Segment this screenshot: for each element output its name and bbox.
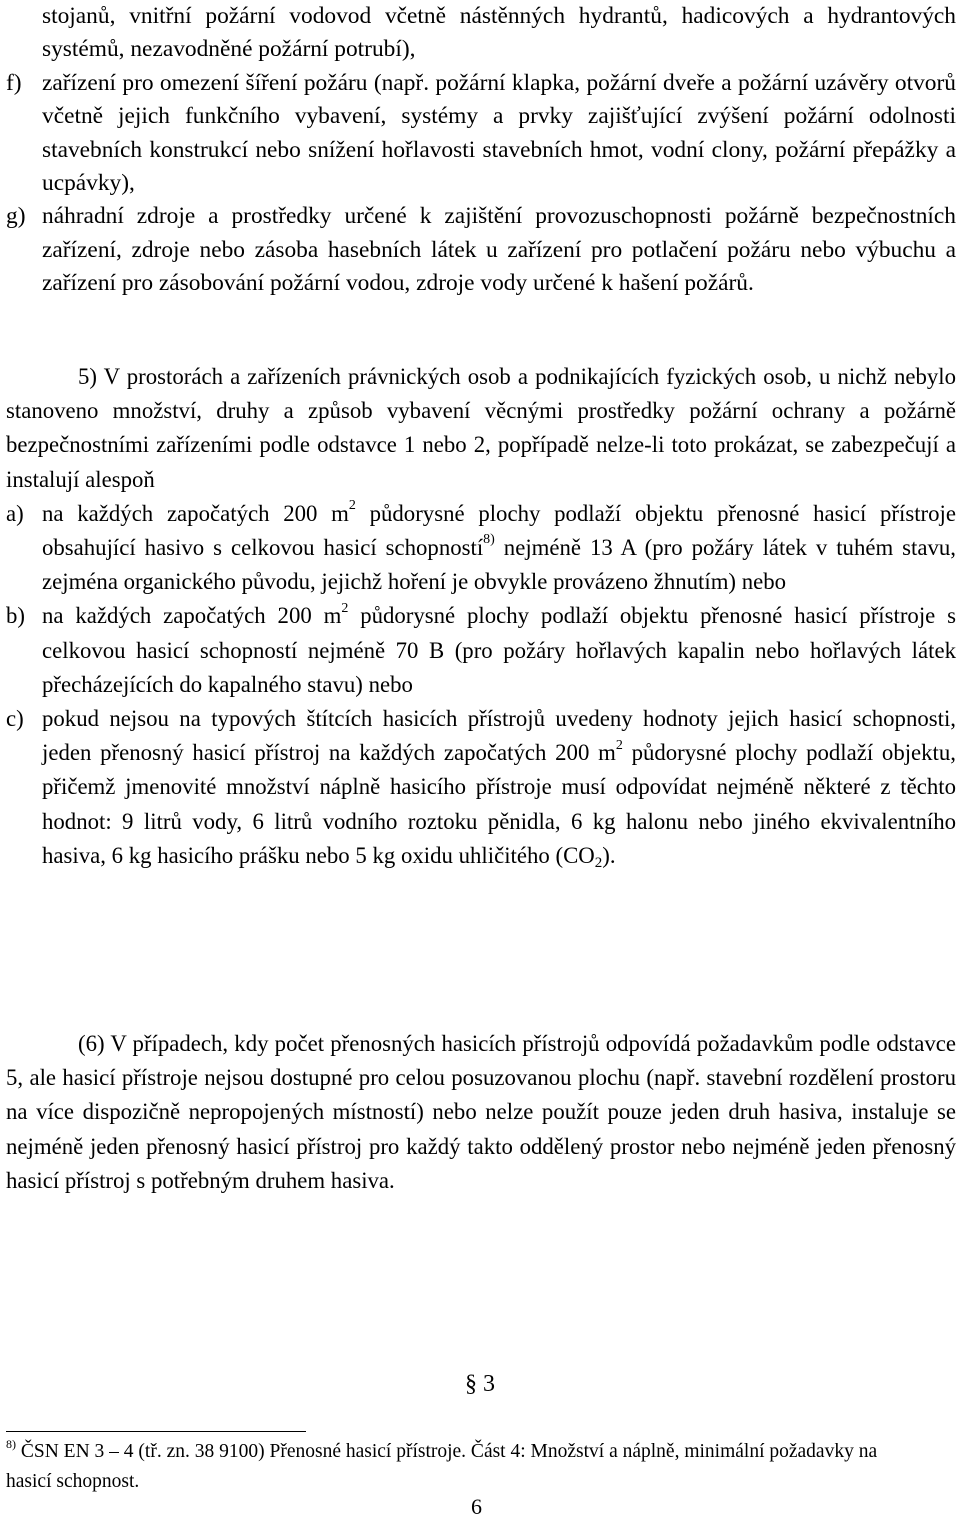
list-item-g bbox=[6, 200, 956, 300]
list-item-label: b) bbox=[6, 603, 25, 629]
footnote-text: ČSN EN 3 – 4 (tř. zn. 38 9100) Přenosné hasicí přístroje. Část 4: Množství a náplně, minimální požadavky na hasicí schopnost. bbox=[6, 1441, 878, 1492]
page-number: 6 bbox=[471, 1494, 482, 1519]
subscript: 2 bbox=[594, 854, 603, 871]
section-number: § 3 bbox=[465, 1371, 495, 1397]
list-item-text: zařízení pro omezení šíření požáru (např. požární klapka, požární dveře a požární uzávěry otvorů včetně jejich funkčního vybavení, systémy a prvky zajišťující zvýšení požární odolnosti stavebních konstrukcí nebo snížení hořlavosti stavebních hmot, vodní clony, požární přepážky a ucpávky), bbox=[42, 69, 956, 197]
list-item-b bbox=[6, 599, 956, 702]
paragraph-5-intro: 5) V prostorách a zařízeních právnických osob a podnikajících fyzických osob, u nichž nebylo stanoveno množství, druhy a způsob vybavení věcnými prostředky požární ochrany a požárně bezpečnostními zařízeními podle odstavce 1 nebo 2, popřípadě nelze-li toto prokázat, se zabezpečují a instalují alespoň bbox=[6, 364, 956, 492]
list-item-text: půdorysné plochy podlaží objektu přenosné hasicí přístroje s celkovou hasicí schopností nejméně 70 B (pro požáry hořlavých kapalin nebo hořlavých látek přecházejících do kapalného stavu) nebo bbox=[42, 603, 956, 697]
list-item-text: půdorysné plochy podlaží objektu přenosné hasicí přístroje obsahující hasivo s celkovou hasicí schopností bbox=[42, 500, 956, 561]
paragraph-6: (6) V případech, kdy počet přenosných hasicích přístrojů odpovídá požadavkům podle odstavce 5, ale hasicí přístroje nejsou dostupné pro celou posuzovanou plochu (např. stavební rozdělení prostoru na více dispozičně nepropojených místností) nebo nelze použít pouze jeden druh hasiva, instaluje se nejméně jeden přenosný hasicí přístroj pro každý takto oddělený prostor nebo nejméně jeden přenosný hasicí přístroj s potřebným druhem hasiva. bbox=[6, 1031, 956, 1193]
footnote bbox=[6, 1437, 900, 1497]
list-item-label: g) bbox=[6, 203, 26, 230]
list-item-text: půdorysné plochy podlaží objektu, přičemž jmenovité množství náplně hasicího přístroje musí odpovídat nejméně některé z těchto hodnot: 9 litrů vody, 6 litrů vodního roztoku pěnidla, 6 kg halonu nebo jiného ekvivalentního hasiva, 6 kg hasicího prášku nebo 5 kg oxidu uhličitého (CO bbox=[42, 740, 956, 868]
list-item-c bbox=[6, 702, 956, 873]
list-item-text: nejméně 13 A (pro požáry látek v tuhém stavu, zejména organického původu, jejichž hoření je obvykle provázeno žhnutím) nebo bbox=[42, 535, 956, 595]
list-item-text: ). bbox=[602, 842, 616, 868]
list-item-label: a) bbox=[6, 500, 24, 526]
list-item-a bbox=[6, 497, 956, 600]
list-item-text: na každých započatých 200 m bbox=[42, 500, 349, 526]
equipment-list-continued bbox=[6, 0, 956, 301]
list-item-text: na každých započatých 200 m bbox=[42, 603, 342, 629]
list-item-f bbox=[6, 67, 956, 201]
list-item-text: náhradní zdroje a prostředky určené k zajištění provozuschopnosti požárně bezpečnostních zařízení, zdroje nebo zásoba hasebních látek u zařízení pro potlačení požáru nebo výbuchu a zařízení pro zásobování požární vodou, zdroje vody určené k hašení požárů. bbox=[42, 203, 956, 297]
superscript: 2 bbox=[348, 498, 356, 514]
list-item-continuation bbox=[6, 0, 956, 67]
footnote-mark: 8) bbox=[6, 1436, 16, 1451]
superscript: 2 bbox=[341, 600, 349, 616]
list-item-label: f) bbox=[6, 69, 22, 96]
footnote-separator bbox=[6, 1431, 306, 1432]
footnote-reference: 8) bbox=[483, 532, 495, 548]
list-item-label: c) bbox=[6, 706, 24, 732]
list-item-text: pokud nejsou na typových štítcích hasicích přístrojů uvedeny hodnoty jejich hasicí schopnosti, jeden přenosný hasicí přístroj na každých započatých 200 m bbox=[42, 706, 956, 766]
list-item-text: stojanů, vnitřní požární vodovod včetně nástěnných hydrantů, hadicových a hydrantových systémů, nezavodněné požární potrubí), bbox=[42, 3, 956, 63]
superscript: 2 bbox=[615, 737, 623, 753]
paragraph-5 bbox=[6, 360, 956, 873]
